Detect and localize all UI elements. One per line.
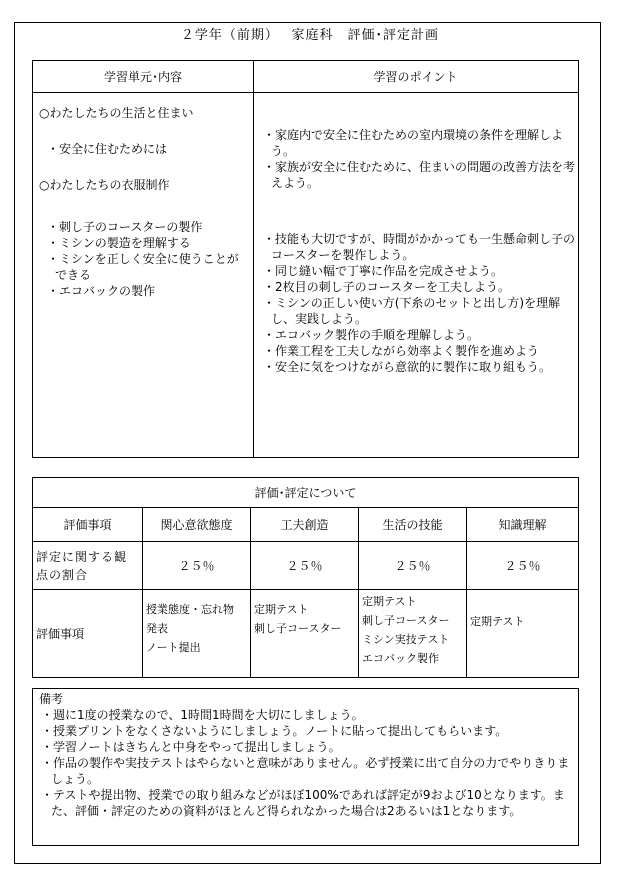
- point-item: ・家庭内で安全に住むための室内環境の条件を理解しよう。: [263, 128, 564, 158]
- note-item: ・テストや提出物、授業での取り組みなどがほぼ100%であれば評定が9および10となります。また、評価・評定のための資料がほとんど得られなかった場合は2あるいは1となります。: [41, 788, 565, 818]
- column-header: 生活の技能: [359, 508, 467, 542]
- evaluation-item: ミシン実技テスト: [362, 633, 450, 646]
- evaluation-item: 定期テスト: [362, 595, 417, 608]
- note-item: ・週に1度の授業なので、1時間1時間を大切にしましょう。: [41, 708, 364, 722]
- evaluation-item: 定期テスト: [254, 603, 309, 616]
- row-label-items: 評価事項: [33, 508, 143, 542]
- unit-item: ・刺し子のコースターの製作: [47, 220, 203, 234]
- column-header: 知識理解: [467, 508, 578, 542]
- evaluation-table: [32, 477, 579, 678]
- evaluation-items-cell: [467, 590, 578, 677]
- ratio-value: ２５％: [467, 542, 578, 590]
- evaluation-item: 発表: [146, 622, 168, 635]
- unit-title: ○わたしたちの衣服制作: [39, 178, 170, 192]
- point-item: ・技能も大切ですが、時間がかかっても一生懸命刺し子のコースターを製作しよう。: [263, 232, 576, 262]
- evaluation-item: エコバック製作: [362, 652, 439, 665]
- header-unit-content: 学習単元･内容: [33, 61, 253, 93]
- unit-title: ○わたしたちの生活と住まい: [39, 106, 194, 120]
- evaluation-items-cell: [251, 590, 359, 677]
- evaluation-item: 刺し子コースター: [362, 614, 450, 627]
- evaluation-item: 授業態度・忘れ物: [146, 603, 234, 616]
- row-label-evaluation-items: 評価事項: [33, 590, 143, 677]
- point-item: ・エコバック製作の手順を理解しよう。: [263, 328, 480, 342]
- note-item: ・学習ノートはきちんと中身をやって提出しましょう。: [41, 740, 341, 754]
- points-column: [261, 127, 577, 375]
- point-item: ・家族が安全に住むために、住まいの問題の改善方法を考えよう。: [263, 160, 576, 190]
- unit-item: ・安全に住むためには: [47, 142, 168, 156]
- point-item: ・作業工程を工夫しながら効率よく製作を進めよう: [263, 344, 540, 358]
- point-item: ・ミシンの正しい使い方(下糸のセットと出し方)を理解し、実践しよう。: [263, 296, 561, 326]
- unit-column: [39, 105, 249, 299]
- evaluation-item: ノート提出: [146, 641, 201, 654]
- evaluation-item: 定期テスト: [470, 615, 525, 628]
- point-item: ・同じ縫い幅で丁寧に作品を完成させよう。: [263, 264, 504, 278]
- evaluation-items-cell: [143, 590, 251, 677]
- notes-title: 備考: [39, 692, 64, 706]
- point-item: ・安全に気をつけながら意欲的に製作に取り組もう。: [263, 360, 552, 374]
- note-item: ・作品の製作や実技テストはやらないと意味がありません。必ず授業に出て自分の力でやりきりましょう。: [41, 756, 570, 786]
- learning-plan-table: [32, 60, 579, 458]
- column-header: 工夫創造: [251, 508, 359, 542]
- evaluation-items-cell: [359, 590, 467, 677]
- unit-item: ・ミシンの製造を理解する: [47, 236, 191, 250]
- note-item: ・授業プリントをなくさないようにしましょう。ノートに貼って提出してもらいます。: [41, 724, 508, 738]
- ratio-value: ２５％: [143, 542, 251, 590]
- unit-item: ・ミシンを正しく安全に使うことができる: [47, 252, 239, 282]
- column-divider: [253, 61, 254, 457]
- ratio-value: ２５％: [251, 542, 359, 590]
- point-item: ・2枚目の刺し子のコースターを工夫しよう。: [263, 280, 511, 294]
- row-label-ratio: 評定に関する観点の割合: [33, 542, 143, 590]
- column-header: 関心意欲態度: [143, 508, 251, 542]
- evaluation-item: 刺し子コースター: [254, 622, 342, 635]
- ratio-value: ２５％: [359, 542, 467, 590]
- header-learning-points: 学習のポイント: [253, 61, 578, 93]
- notes-box: [32, 688, 579, 846]
- page-title: ２学年（前期） 家庭科 評価･評定計画: [180, 28, 440, 43]
- evaluation-header: 評価･評定について: [33, 478, 578, 508]
- unit-item: ・エコバックの製作: [47, 284, 156, 298]
